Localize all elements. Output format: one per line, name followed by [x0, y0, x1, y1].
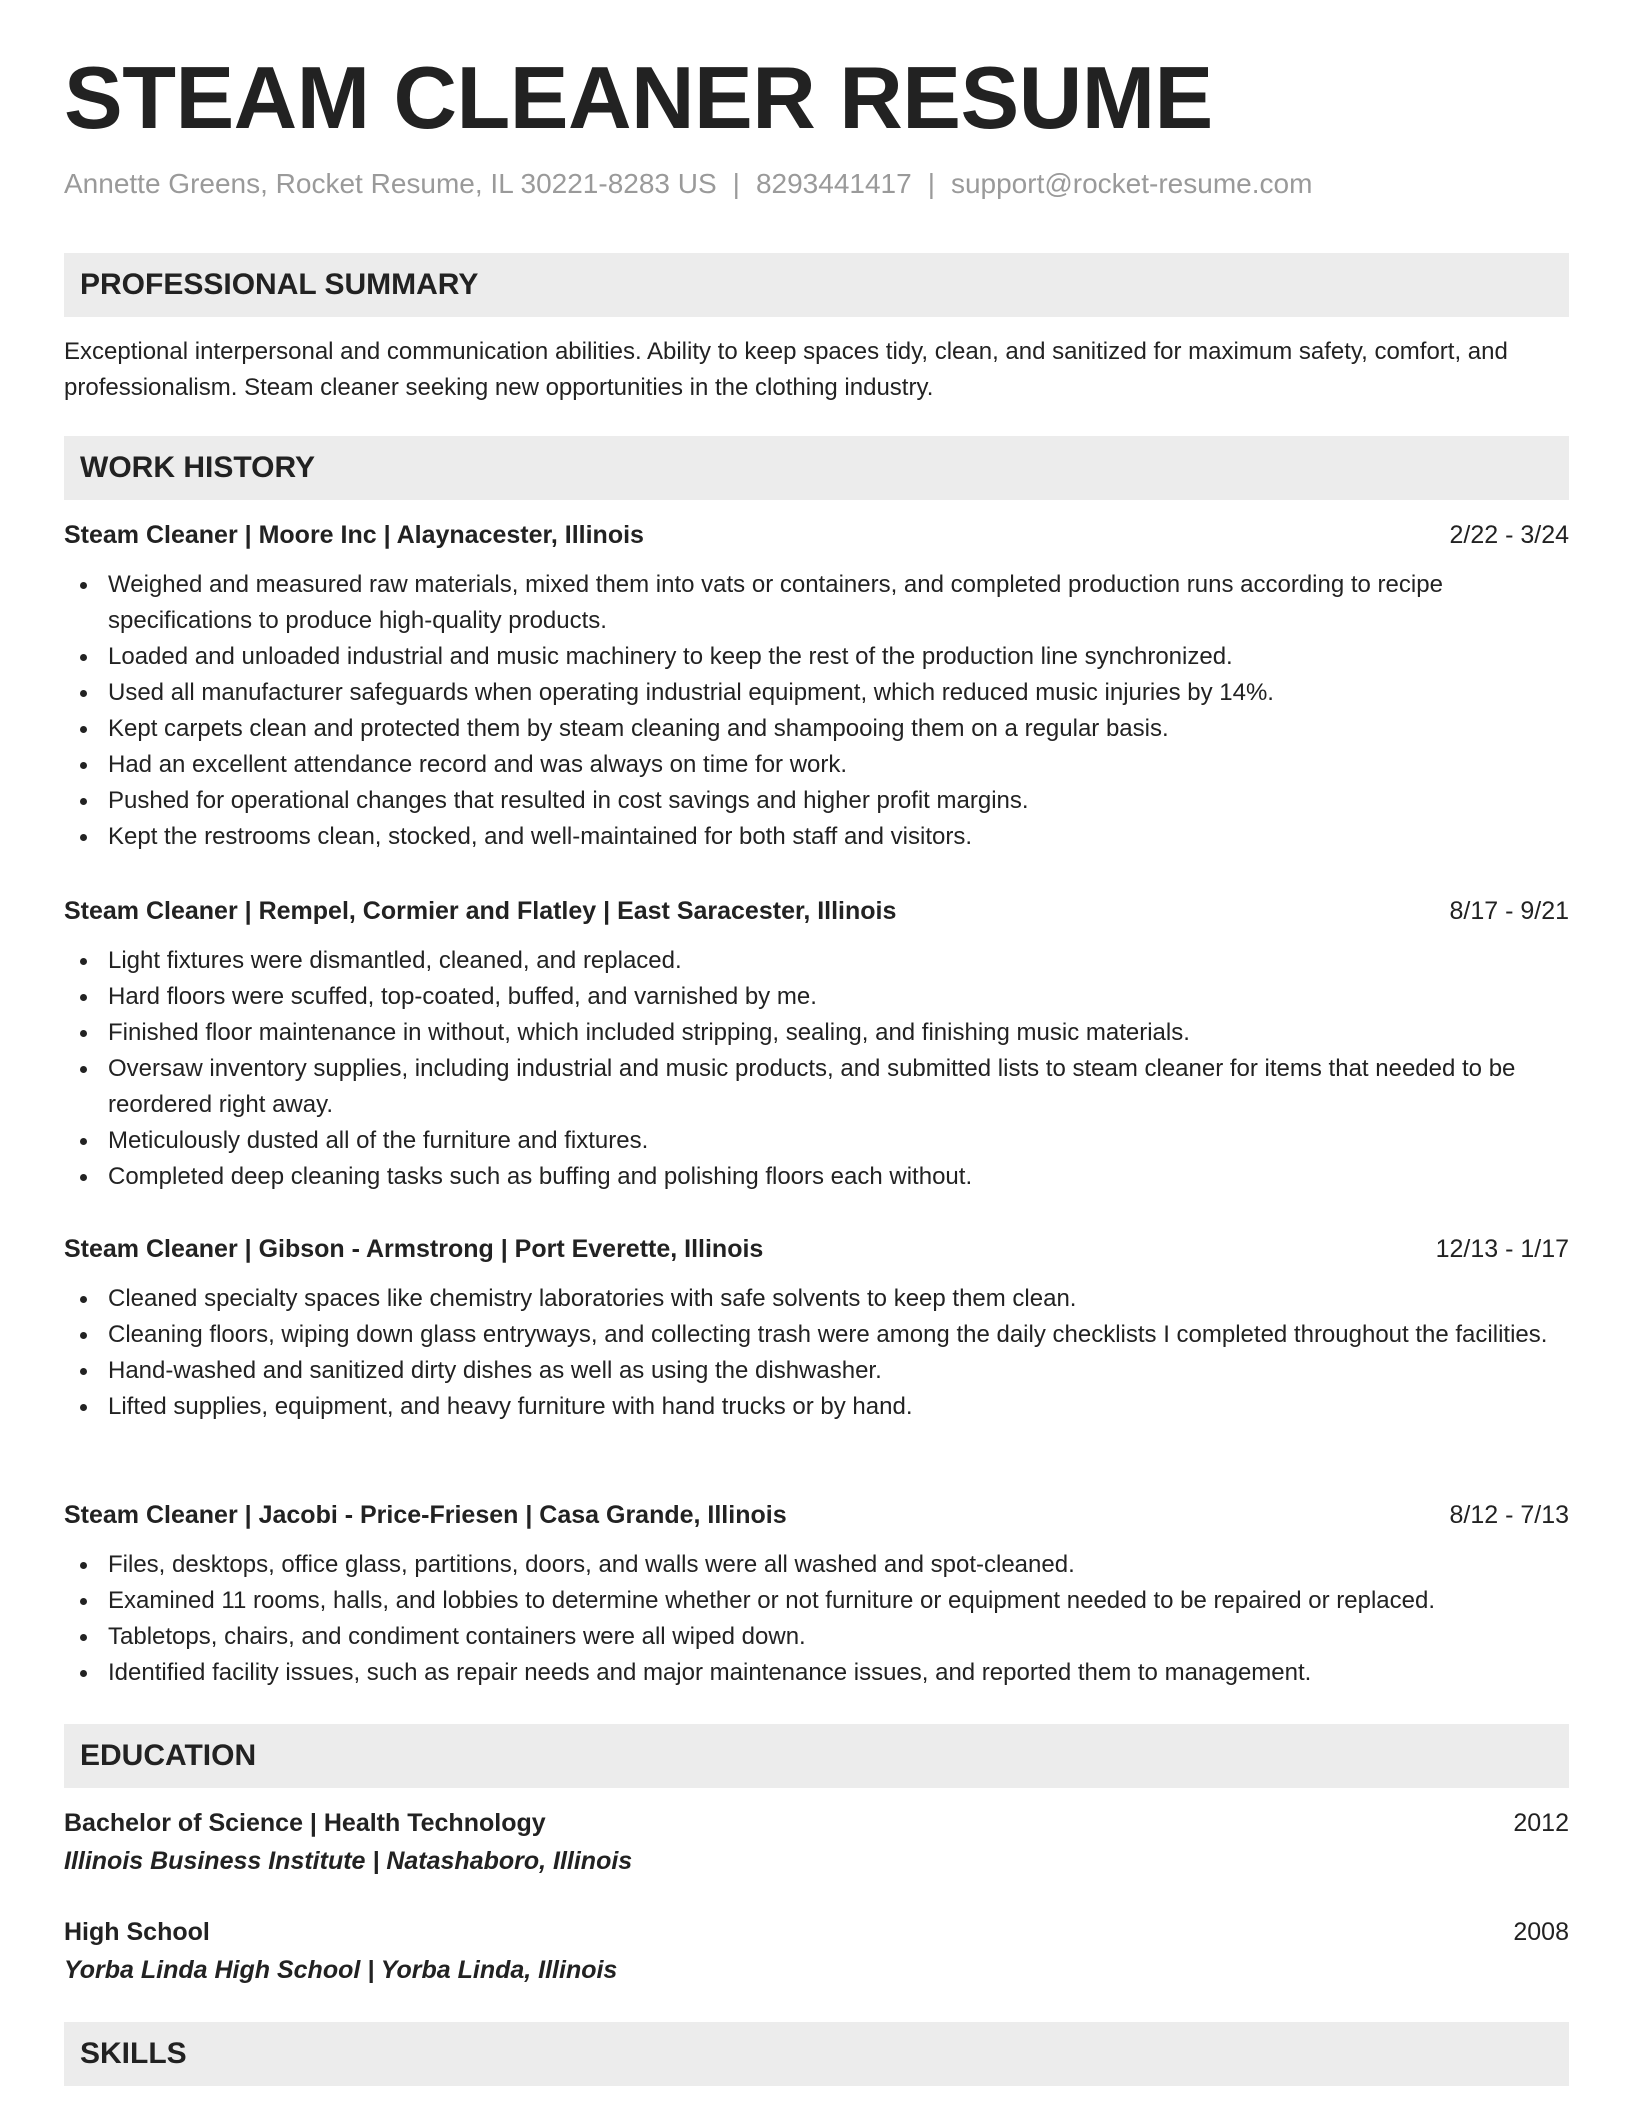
- job-entry: [64, 893, 1569, 1195]
- contact-email: support@rocket-resume.com: [950, 168, 1313, 199]
- contact-line: [64, 168, 1312, 200]
- contact-separator: |: [927, 168, 935, 199]
- job-entry: [64, 1231, 1569, 1425]
- list-item: Examined 11 rooms, halls, and lobbies to determine whether or not furniture or equipment needed to be repaired or replaced.: [64, 1583, 1569, 1619]
- list-item: Kept carpets clean and protected them by steam cleaning and shampooing them on a regular basis.: [64, 711, 1569, 747]
- job-entry: [64, 517, 1569, 855]
- education-entry: [64, 1914, 1569, 1988]
- job-dates: 12/13 - 1/17: [1435, 1235, 1569, 1263]
- job-bullets: [64, 943, 1569, 1195]
- list-item: Finished floor maintenance in without, which included stripping, sealing, and finishing music materials.: [64, 1015, 1569, 1051]
- job-title: Steam Cleaner | Moore Inc | Alaynacester, Illinois: [64, 521, 644, 549]
- education-header: [64, 1914, 1569, 1950]
- list-item: Identified facility issues, such as repair needs and major maintenance issues, and reported them to management.: [64, 1655, 1569, 1691]
- education-year: 2008: [1513, 1918, 1569, 1946]
- job-bullets: [64, 567, 1569, 855]
- job-header: [64, 893, 1569, 929]
- section-header-work-history: [64, 436, 1569, 500]
- section-title: PROFESSIONAL SUMMARY: [80, 268, 479, 301]
- job-header: [64, 1497, 1569, 1533]
- section-title: EDUCATION: [80, 1739, 257, 1772]
- education-school: Illinois Business Institute | Natashaboro, Illinois: [64, 1847, 633, 1875]
- list-item: Cleaning floors, wiping down glass entryways, and collecting trash were among the daily checklists I completed throughout the facilities.: [64, 1317, 1569, 1353]
- section-title: SKILLS: [80, 2037, 187, 2070]
- section-title: WORK HISTORY: [80, 451, 316, 484]
- contact-address: Annette Greens, Rocket Resume, IL 30221-8283 US: [64, 168, 717, 199]
- section-header-summary: [64, 253, 1569, 317]
- job-title: Steam Cleaner | Gibson - Armstrong | Port Everette, Illinois: [64, 1235, 764, 1263]
- education-degree: High School: [64, 1918, 210, 1946]
- section-header-skills: [64, 2022, 1569, 2086]
- list-item: Files, desktops, office glass, partitions, doors, and walls were all washed and spot-cleaned.: [64, 1547, 1569, 1583]
- education-entry: [64, 1805, 1569, 1879]
- list-item: Weighed and measured raw materials, mixed them into vats or containers, and completed production runs according to recipe specifications to produce high-quality products.: [64, 567, 1569, 639]
- list-item: Loaded and unloaded industrial and music machinery to keep the rest of the production line synchronized.: [64, 639, 1569, 675]
- job-dates: 2/22 - 3/24: [1449, 521, 1569, 549]
- contact-separator: |: [732, 168, 740, 199]
- resume-title: STEAM CLEANER RESUME: [64, 48, 1213, 147]
- job-header: [64, 517, 1569, 553]
- education-header: [64, 1805, 1569, 1841]
- education-degree: Bachelor of Science | Health Technology: [64, 1809, 546, 1837]
- list-item: Had an excellent attendance record and was always on time for work.: [64, 747, 1569, 783]
- section-header-education: [64, 1724, 1569, 1788]
- list-item: Tabletops, chairs, and condiment containers were all wiped down.: [64, 1619, 1569, 1655]
- contact-phone: 8293441417: [755, 168, 912, 199]
- list-item: Hand-washed and sanitized dirty dishes as well as using the dishwasher.: [64, 1353, 1569, 1389]
- job-dates: 8/12 - 7/13: [1449, 1501, 1569, 1529]
- list-item: Meticulously dusted all of the furniture and fixtures.: [64, 1123, 1569, 1159]
- list-item: Hard floors were scuffed, top-coated, buffed, and varnished by me.: [64, 979, 1569, 1015]
- list-item: Cleaned specialty spaces like chemistry laboratories with safe solvents to keep them clean.: [64, 1281, 1569, 1317]
- job-bullets: [64, 1281, 1569, 1425]
- summary-text: Exceptional interpersonal and communication abilities. Ability to keep spaces tidy, clean, and sanitized for maximum safety, comfort, and professionalism. Steam cleaner seeking new opportunities in the clothing industry.: [64, 338, 1508, 401]
- education-school: Yorba Linda High School | Yorba Linda, Illinois: [64, 1956, 618, 1984]
- list-item: Kept the restrooms clean, stocked, and well-maintained for both staff and visitors.: [64, 819, 1569, 855]
- job-header: [64, 1231, 1569, 1267]
- job-dates: 8/17 - 9/21: [1449, 897, 1569, 925]
- job-title: Steam Cleaner | Jacobi - Price-Friesen | Casa Grande, Illinois: [64, 1501, 787, 1529]
- list-item: Completed deep cleaning tasks such as buffing and polishing floors each without.: [64, 1159, 1569, 1195]
- list-item: Used all manufacturer safeguards when operating industrial equipment, which reduced music injuries by 14%.: [64, 675, 1569, 711]
- list-item: Lifted supplies, equipment, and heavy furniture with hand trucks or by hand.: [64, 1389, 1569, 1425]
- list-item: Pushed for operational changes that resulted in cost savings and higher profit margins.: [64, 783, 1569, 819]
- education-year: 2012: [1513, 1809, 1569, 1837]
- job-entry: [64, 1497, 1569, 1691]
- list-item: Light fixtures were dismantled, cleaned, and replaced.: [64, 943, 1569, 979]
- job-bullets: [64, 1547, 1569, 1691]
- job-title: Steam Cleaner | Rempel, Cormier and Flatley | East Saracester, Illinois: [64, 897, 897, 925]
- list-item: Oversaw inventory supplies, including industrial and music products, and submitted lists to steam cleaner for items that needed to be reordered right away.: [64, 1051, 1569, 1123]
